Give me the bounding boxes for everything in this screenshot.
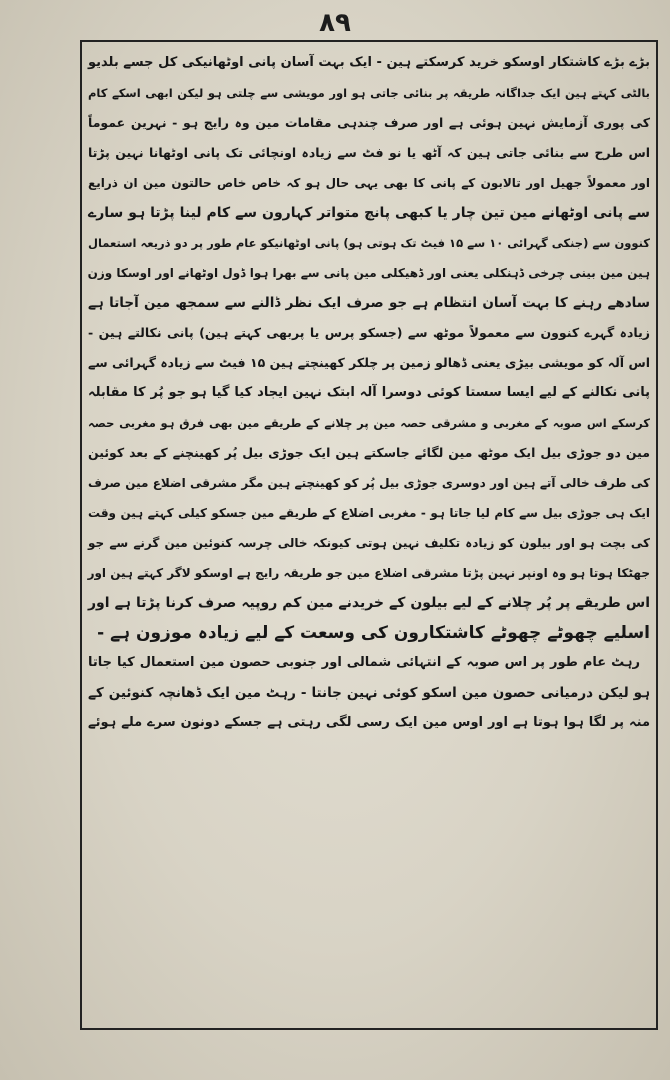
text-line: زیادہ گہرے کنوون سے معمولاً موٹھ سے (جسکو پرس یا پربھی کہتے ہین) پانی نکالتے ہین -: [88, 325, 650, 340]
text-line: اس طرح سے بنائی جاتی ہین کہ آٹھ یا نو فٹ سے زیادہ اونچائی تک پانی اوٹھانا نہین پڑتا: [88, 145, 650, 160]
text-line: رہٹ عام طور پر اس صوبہ کے انتہائی شمالی اور جنوبی حصون مین استعمال کیا جاتا: [88, 655, 640, 670]
text-line: کی بچت ہو اور بیلون کو زیادہ تکلیف نہین ہوتی کیونکہ خالی چرسہ کنوئین مین گرنے سے جو: [88, 536, 650, 550]
text-line: اس طریقے پر پُر چلانے کے لیے بیلون کے خریدنے مین کم روپیہ صرف کرنا پڑتا ہے اور: [88, 595, 650, 611]
page-number: ۸۹: [319, 8, 351, 38]
text-line: کی پوری آزمایش نہین ہوئی ہے اور صرف چندہی مقامات مین وہ رایج ہو - نہرین عموماً: [88, 115, 650, 130]
text-line: کرسکے اس صوبہ کے مغربی و مشرقی حصہ مین پر چلانے کے طریقے مین بھی فرق ہو مغربی حصہ: [88, 416, 650, 430]
text-line: اور معمولاً جھیل اور تالابون کے پانی کا بھی یہی حال ہو کہ خاص خاص حالتون مین ان ذرایع: [88, 176, 650, 190]
text-line: جھٹکا ہوتا ہو وہ اونپر نہین پڑتا مشرقی اضلاع مین جو طریقہ رایج ہے اوسکو لاگر کہتے ہین اور: [87, 566, 650, 580]
text-line: سادھے رہنے کا بہت آسان انتظام ہے جو صرف ایک نظر ڈالنے سے سمجھ مین آجاتا ہے: [88, 295, 650, 311]
text-line: بالٹی کہتے ہین ایک جداگانہ طریقہ پر بنائی جاتی ہو اور مویشی سے چلتی ہو لیکن ابھی اسکے کام: [88, 86, 650, 100]
text-line: ایک ہی جوڑی بیل سے کام لیا جاتا ہو - مغربی اضلاع کے طریقے مین جسکو کیلی کہتے ہین وقت: [88, 506, 650, 520]
text-line: کی طرف خالی آتے ہین اور دوسری جوڑی بیل پُر کو کھینچتے ہین مگر مشرقی اضلاع مین صرف: [88, 476, 650, 490]
text-line: اسلیے چھوٹے چھوٹے کاشتکارون کی وسعت کے لیے زیادہ موزون ہے -: [97, 623, 650, 643]
page-text-body: [84, 48, 654, 1023]
text-line: پانی نکالنے کے لیے ایسا سستا کوئی دوسرا آلہ ابتک نہین ایجاد کیا گیا ہو جو پُر کا مقابلہ: [88, 385, 650, 400]
text-line: بڑے بڑے کاشتکار اوسکو خرید کرسکتے ہین - ایک بہت آسان پانی اوٹھانیکی کل جسے بلدیو: [88, 55, 650, 70]
text-line: سے پانی اوٹھانے مین تین چار یا کبھی پانچ متواتر کہارون سے کام لینا پڑتا ہو سارے: [88, 205, 650, 221]
text-line: کنوون سے (جنکی گہرائی ۱۰ سے ۱۵ فیٹ تک ہوتی ہو) پانی اوٹھانیکو عام طور پر دو ذریعہ استعمال: [88, 236, 650, 250]
text-line: ہو لیکن درمیانی حصون مین اسکو کوئی نہین جانتا - رہٹ مین ایک ڈھانچہ کنوئین کے: [88, 685, 650, 701]
text-line: ہین مین بینی چرخی ڈہنکلی یعنی اور ڈھیکلی مین پانی سے بھرا ہوا ڈول اوٹھانے اور اوسکا وزن: [87, 266, 650, 280]
text-line: مین دو جوڑی بیل ایک موٹھ مین لگائے جاسکتے ہین ایک جوڑی بیل پُر کھینچنے کے بعد کوئین: [88, 445, 650, 460]
text-line: اس آلہ کو مویشی بیڑی یعنی ڈھالو زمین پر چلکر کھینچتے ہین ۱۵ فیٹ سے زیادہ گہرائی سے: [88, 355, 650, 370]
text-line: منہ پر لگا ہوا ہوتا ہے اور اوس مین ایک رسی لگی رہتی ہے جسکے دونون سرے ملے ہوئے: [88, 715, 650, 730]
